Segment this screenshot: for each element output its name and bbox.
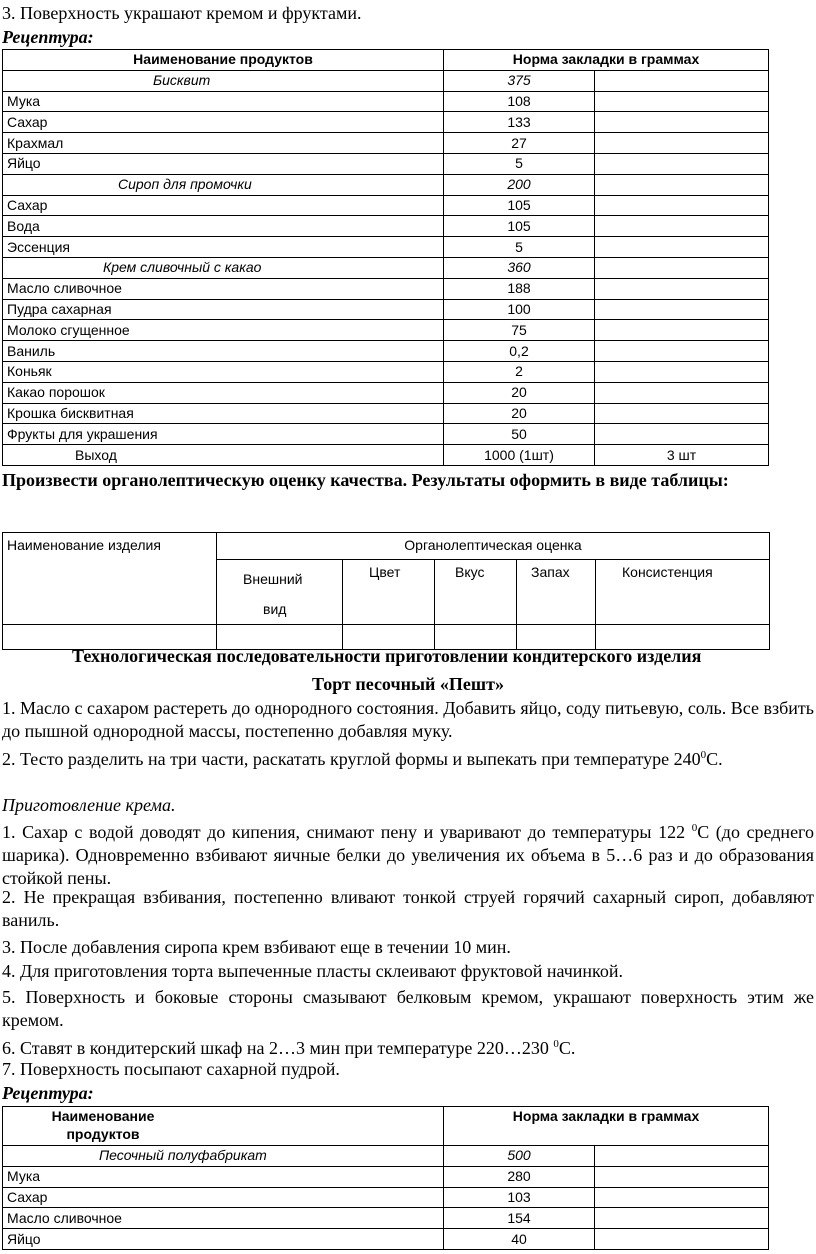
recipe1-extra-cell <box>595 278 769 299</box>
recipe2-row <box>3 1229 769 1250</box>
recipe1-row <box>3 112 769 133</box>
recipe1-row <box>3 257 769 278</box>
recipe2-extra-cell <box>595 1208 769 1229</box>
recipe1-section-name: Бисквит <box>3 70 444 91</box>
recipe1-ingredient-qty: 27 <box>444 133 595 154</box>
recipe1-ingredient-qty: 105 <box>444 216 595 237</box>
recipe1-row <box>3 403 769 424</box>
recipe1-yield-row <box>3 445 769 466</box>
recipe2-header-row <box>3 1107 769 1146</box>
recipe2-ingredient-qty: 500 <box>444 1146 595 1167</box>
recipe2-extra-cell <box>595 1229 769 1250</box>
recipe1-row <box>3 237 769 258</box>
tech-title: Технологическая последовательности приготовлении кондитерского изделия <box>72 646 702 666</box>
recipe1-row <box>3 320 769 341</box>
recipe1-row <box>3 278 769 299</box>
recipe1-extra-cell <box>595 195 769 216</box>
recipe1-ingredient-name: Крахмал <box>3 133 444 154</box>
recipe2-ingredient-name: Сахар <box>3 1187 444 1208</box>
recipe1-row <box>3 91 769 112</box>
degree-sup: 0 <box>700 749 707 761</box>
org-sub-smell: Запах <box>517 560 596 625</box>
degree-sup: 0 <box>553 1038 559 1050</box>
recipe2-col-name-2: продуктов <box>66 1126 140 1142</box>
recipe1-extra-cell <box>595 341 769 362</box>
intro-line: 3. Поверхность украшают кремом и фруктами. <box>2 3 362 23</box>
recipe1-row <box>3 195 769 216</box>
recipe2-ingredient-qty: 40 <box>444 1229 595 1250</box>
org-sub-color: Цвет <box>343 560 435 625</box>
recipe1-extra-cell <box>595 403 769 424</box>
recipe1-extra-cell <box>595 361 769 382</box>
recipe1-ingredient-name: Мука <box>3 91 444 112</box>
recipe2-row <box>3 1146 769 1167</box>
recipe1-yield-extra: 3 шт <box>595 445 769 466</box>
recipe1-ingredient-qty: 133 <box>444 112 595 133</box>
recipe1-row <box>3 299 769 320</box>
dough-step-2 <box>2 744 814 771</box>
recipe2-ingredient-name: Яйцо <box>3 1229 444 1250</box>
recipe1-extra-cell <box>595 133 769 154</box>
org-sub-appearance <box>217 560 343 625</box>
recipe2-ingredient-qty: 280 <box>444 1166 595 1187</box>
recipe1-section-name: Сироп для промочки <box>3 174 444 195</box>
recipe2-ingredient-name: Мука <box>3 1166 444 1187</box>
dough-step-2-temp: 240 <box>673 749 701 769</box>
recipe1-yield-label: Выход <box>3 445 444 466</box>
recipe2-ingredient-qty: 154 <box>444 1208 595 1229</box>
recipe2-row <box>3 1166 769 1187</box>
recipe1-ingredient-name: Фрукты для украшения <box>3 424 444 445</box>
recipe1-extra-cell <box>595 237 769 258</box>
recipe1-col-name: Наименование продуктов <box>3 50 444 71</box>
cream-step-1 <box>2 817 814 890</box>
recipe2-extra-cell <box>595 1187 769 1208</box>
dough-step-2-text: 2. Тесто разделить на три части, раскатать круглой формы и выпекать при температуре <box>2 749 670 769</box>
recipe1-row <box>3 341 769 362</box>
degree-sup: 0 <box>691 822 698 834</box>
recipe1-ingredient-qty: 5 <box>444 237 595 258</box>
recipe1-row <box>3 133 769 154</box>
recipe2-row <box>3 1208 769 1229</box>
recipe2-col-qty: Норма закладки в граммах <box>444 1107 769 1146</box>
recipe1-ingredient-name: Коньяк <box>3 361 444 382</box>
organoleptic-table <box>2 532 770 650</box>
recipe1-section-name: Крем сливочный с какао <box>3 257 444 278</box>
recipe1-ingredient-qty: 20 <box>444 382 595 403</box>
recipe1-ingredient-name: Сахар <box>3 112 444 133</box>
cream-step-7: 7. Поверхность посыпают сахарной пудрой. <box>2 1059 340 1079</box>
recipe1-ingredient-qty: 105 <box>444 195 595 216</box>
cream-step-6 <box>2 1033 814 1060</box>
recipe1-row <box>3 153 769 174</box>
recipe2-row <box>3 1187 769 1208</box>
recipe1-col-qty: Норма закладки в граммах <box>444 50 769 71</box>
recipe1-ingredient-qty: 2 <box>444 361 595 382</box>
recipe1-extra-cell <box>595 424 769 445</box>
org-sub-appearance-1: Внешний <box>243 571 303 587</box>
recipe1-ingredient-name: Пудра сахарная <box>3 299 444 320</box>
recipe1-extra-cell <box>595 70 769 91</box>
recipe1-extra-cell <box>595 382 769 403</box>
recipe1-ingredient-qty: 20 <box>444 403 595 424</box>
recipe1-ingredient-name: Эссенция <box>3 237 444 258</box>
recipe1-heading: Рецептура: <box>2 27 94 47</box>
cream-step-3: 3. После добавления сиропа крем взбивают еще в течении 10 мин. <box>2 937 511 957</box>
recipe1-ingredient-qty: 50 <box>444 424 595 445</box>
recipe1-ingredient-name: Яйцо <box>3 153 444 174</box>
cream-step-1-b: С (до среднего шарика). Одновременно взбивают яичные белки до увеличения их объема в 5…6 раз и до образования стойкой пены. <box>2 822 814 888</box>
recipe1-ingredient-qty: 100 <box>444 299 595 320</box>
recipe2-col-name <box>3 1107 444 1146</box>
recipe2-extra-cell <box>595 1166 769 1187</box>
recipe1-ingredient-qty: 5 <box>444 153 595 174</box>
recipe2-extra-cell <box>595 1146 769 1167</box>
org-sub-consistency: Консистенция <box>596 560 770 625</box>
recipe1-extra-cell <box>595 299 769 320</box>
recipe1-ingredient-name: Какао порошок <box>3 382 444 403</box>
recipe1-extra-cell <box>595 112 769 133</box>
recipe1-ingredient-name: Сахар <box>3 195 444 216</box>
recipe1-row <box>3 70 769 91</box>
recipe1-row <box>3 382 769 403</box>
recipe2-table <box>2 1106 769 1250</box>
recipe1-ingredient-qty: 75 <box>444 320 595 341</box>
recipe1-ingredient-name: Масло сливочное <box>3 278 444 299</box>
recipe1-ingredient-qty: 375 <box>444 70 595 91</box>
recipe1-extra-cell <box>595 91 769 112</box>
cream-heading: Приготовление крема. <box>2 795 176 815</box>
dough-step-1: 1. Масло с сахаром растереть до однородного состояния. Добавить яйцо, соду питьевую, соль. Все взбить до пышной однородной массы, постепенно добавляя муку. <box>2 698 814 741</box>
recipe2-ingredient-name: Масло сливочное <box>3 1208 444 1229</box>
recipe2-col-name-1: Наименование <box>51 1108 155 1124</box>
recipe1-ingredient-name: Ваниль <box>3 341 444 362</box>
recipe1-ingredient-name: Вода <box>3 216 444 237</box>
recipe1-ingredient-name: Крошка бисквитная <box>3 403 444 424</box>
recipe2-heading: Рецептура: <box>2 1083 94 1103</box>
recipe1-extra-cell <box>595 257 769 278</box>
recipe1-ingredient-qty: 188 <box>444 278 595 299</box>
recipe1-row <box>3 216 769 237</box>
org-group-header: Органолептическая оценка <box>217 533 770 560</box>
recipe1-header-row <box>3 50 769 71</box>
recipe1-extra-cell <box>595 153 769 174</box>
cream-step-5: 5. Поверхность и боковые стороны смазывают белковым кремом, украшают поверхность этим же кремом. <box>2 987 814 1030</box>
recipe1-ingredient-qty: 0,2 <box>444 341 595 362</box>
recipe1-ingredient-qty: 200 <box>444 174 595 195</box>
cream-step-6-b: С. <box>558 1038 576 1058</box>
recipe1-table <box>2 49 769 466</box>
recipe1-ingredient-qty: 108 <box>444 91 595 112</box>
org-sub-taste: Вкус <box>435 560 517 625</box>
cake-title: Торт песочный «Пешт» <box>312 674 504 694</box>
cream-step-6-a: 6. Ставят в кондитерский шкаф на 2…3 мин при температуре 220…230 <box>2 1038 549 1058</box>
task-text: Произвести органолептическую оценку качества. Результаты оформить в виде таблицы: <box>2 470 729 490</box>
recipe1-ingredient-name: Молоко сгущенное <box>3 320 444 341</box>
org-name-header: Наименование изделия <box>3 533 217 625</box>
org-sub-appearance-2: вид <box>263 601 287 617</box>
recipe1-extra-cell <box>595 174 769 195</box>
recipe1-row <box>3 424 769 445</box>
cream-step-4: 4. Для приготовления торта выпеченные пласты склеивают фруктовой начинкой. <box>2 961 624 981</box>
recipe2-ingredient-qty: 103 <box>444 1187 595 1208</box>
cream-step-2: 2. Не прекращая взбивания, постепенно вливают тонкой струей горячий сахарный сироп, добавляют ваниль. <box>2 887 814 930</box>
dough-step-2-unit: С. <box>706 749 723 769</box>
recipe2-section-name: Песочный полуфабрикат <box>3 1146 444 1167</box>
recipe1-yield-value: 1000 (1шт) <box>444 445 595 466</box>
cream-step-1-a: 1. Сахар с водой доводят до кипения, снимают пену и уваривают до температуры 122 <box>2 822 686 842</box>
recipe1-extra-cell <box>595 320 769 341</box>
recipe1-extra-cell <box>595 216 769 237</box>
recipe1-row <box>3 174 769 195</box>
recipe1-ingredient-qty: 360 <box>444 257 595 278</box>
recipe1-row <box>3 361 769 382</box>
